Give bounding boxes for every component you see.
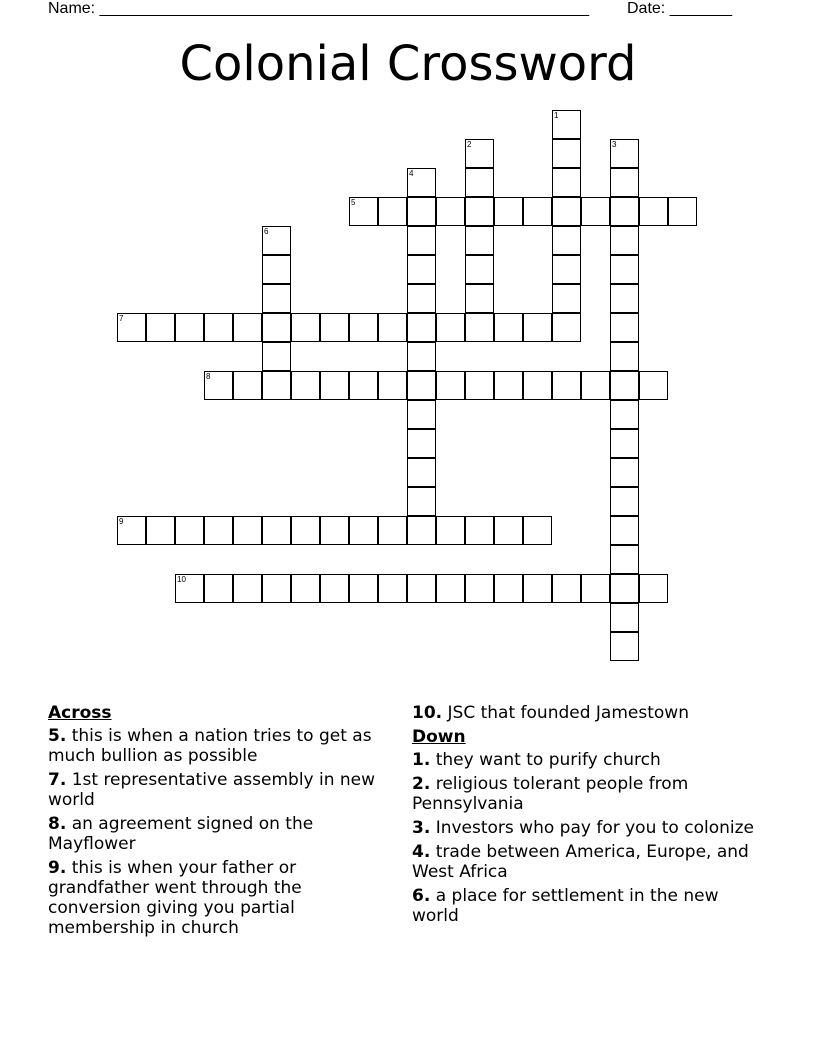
clue-across-9 (48, 858, 388, 938)
crossword-cell[interactable] (552, 284, 581, 313)
crossword-cell[interactable] (407, 516, 436, 545)
crossword-cell[interactable] (349, 371, 378, 400)
crossword-cell[interactable] (610, 400, 639, 429)
clue-number: 1. (412, 750, 431, 770)
crossword-cell[interactable] (581, 197, 610, 226)
clue-across-8 (48, 814, 388, 854)
crossword-cell[interactable] (610, 168, 639, 197)
clue-down-6 (412, 886, 762, 926)
crossword-cell[interactable] (494, 574, 523, 603)
clue-number-label: 7 (119, 314, 124, 323)
crossword-cell[interactable] (465, 284, 494, 313)
clue-across-7 (48, 770, 388, 810)
clue-down-3 (412, 818, 762, 838)
crossword-cell[interactable] (610, 255, 639, 284)
crossword-cell[interactable] (610, 574, 639, 603)
clue-number-label: 10 (177, 575, 186, 584)
crossword-cell[interactable] (378, 574, 407, 603)
clue-number-label: 5 (351, 198, 356, 207)
crossword-cell[interactable] (146, 516, 175, 545)
clue-text: a place for settlement in the new world (412, 886, 719, 926)
crossword-cell[interactable] (581, 574, 610, 603)
crossword-cell[interactable] (610, 342, 639, 371)
clues-left-column (48, 703, 388, 942)
crossword-cell[interactable] (436, 197, 465, 226)
crossword-cell[interactable] (291, 371, 320, 400)
crossword-cell[interactable] (436, 516, 465, 545)
crossword-cell[interactable] (349, 313, 378, 342)
crossword-cell[interactable] (407, 313, 436, 342)
crossword-cell[interactable] (494, 516, 523, 545)
crossword-cell[interactable] (523, 574, 552, 603)
crossword-cell[interactable] (581, 371, 610, 400)
crossword-cell[interactable] (552, 197, 581, 226)
crossword-cell[interactable] (291, 313, 320, 342)
crossword-cell[interactable] (494, 313, 523, 342)
crossword-cell[interactable] (291, 574, 320, 603)
crossword-cell[interactable] (465, 313, 494, 342)
clue-number-label: 6 (264, 227, 269, 236)
clue-number-label: 8 (206, 372, 211, 381)
crossword-cell[interactable] (465, 516, 494, 545)
clue-text: this is when your father or grandfather went through the conversion giving you partial membership in church (48, 858, 302, 938)
crossword-cell[interactable] (175, 574, 204, 603)
crossword-cell[interactable] (610, 284, 639, 313)
crossword-cell[interactable] (494, 197, 523, 226)
crossword-cell[interactable] (552, 574, 581, 603)
clue-number-label: 3 (612, 140, 617, 149)
crossword-cell[interactable] (436, 371, 465, 400)
crossword-cell[interactable] (552, 313, 581, 342)
crossword-cell[interactable] (233, 371, 262, 400)
crossword-cell[interactable] (320, 371, 349, 400)
crossword-cell[interactable] (146, 313, 175, 342)
crossword-cell[interactable] (262, 313, 291, 342)
crossword-cell[interactable] (552, 139, 581, 168)
crossword-cell[interactable] (436, 574, 465, 603)
crossword-cell[interactable] (668, 197, 697, 226)
crossword-cell[interactable] (407, 197, 436, 226)
clue-down-4 (412, 842, 762, 882)
crossword-cell[interactable] (407, 371, 436, 400)
crossword-cell[interactable] (262, 516, 291, 545)
clue-number-label: 2 (467, 140, 472, 149)
clue-number: 8. (48, 814, 67, 834)
crossword-cell[interactable] (465, 168, 494, 197)
crossword-cell[interactable] (494, 371, 523, 400)
crossword-cell[interactable] (407, 226, 436, 255)
page-title: Colonial Crossword (179, 36, 637, 92)
clue-number-label: 1 (554, 111, 559, 120)
clue-number: 2. (412, 774, 431, 794)
crossword-cell[interactable] (523, 371, 552, 400)
across-heading: Across (48, 703, 112, 723)
clue-text: religious tolerant people from Pennsylvania (412, 774, 689, 814)
crossword-cell[interactable] (407, 255, 436, 284)
crossword-cell[interactable] (552, 110, 581, 139)
crossword-cell[interactable] (465, 226, 494, 255)
crossword-cell[interactable] (262, 371, 291, 400)
clue-text: trade between America, Europe, and West Africa (412, 842, 749, 882)
crossword-cell[interactable] (610, 516, 639, 545)
crossword-cell[interactable] (523, 197, 552, 226)
clue-across-5 (48, 726, 388, 766)
clue-number: 4. (412, 842, 431, 862)
crossword-cell[interactable] (465, 371, 494, 400)
clue-number: 9. (48, 858, 67, 878)
crossword-cell[interactable] (204, 574, 233, 603)
crossword-cell[interactable] (465, 255, 494, 284)
crossword-cell[interactable] (378, 313, 407, 342)
clue-across-10 (412, 703, 762, 723)
crossword-cell[interactable] (552, 226, 581, 255)
clue-text: an agreement signed on the Mayflower (48, 814, 314, 854)
clue-number: 3. (412, 818, 431, 838)
clue-number: 10. (412, 703, 443, 723)
crossword-cell[interactable] (523, 516, 552, 545)
crossword-cell[interactable] (610, 632, 639, 661)
clue-text: they want to purify church (435, 750, 661, 770)
crossword-cell[interactable] (407, 168, 436, 197)
crossword-cell[interactable] (407, 487, 436, 516)
crossword-cell[interactable] (436, 313, 465, 342)
crossword-cell[interactable] (610, 197, 639, 226)
clue-number-label: 4 (409, 169, 414, 178)
clue-number: 6. (412, 886, 431, 906)
crossword-cell[interactable] (349, 197, 378, 226)
clue-number: 7. (48, 770, 67, 790)
crossword-cell[interactable] (262, 574, 291, 603)
crossword-cell[interactable] (639, 197, 668, 226)
crossword-cell[interactable] (378, 371, 407, 400)
crossword-cell[interactable] (465, 574, 494, 603)
crossword-cell[interactable] (262, 255, 291, 284)
date-field-label: Date: _______ (627, 0, 732, 17)
crossword-cell[interactable] (320, 516, 349, 545)
crossword-cell[interactable] (610, 429, 639, 458)
clue-text: 1st representative assembly in new world (48, 770, 376, 810)
crossword-cell[interactable] (465, 197, 494, 226)
clue-down-1 (412, 750, 762, 770)
crossword-cell[interactable] (610, 139, 639, 168)
clue-number: 5. (48, 726, 67, 746)
crossword-cell[interactable] (552, 371, 581, 400)
crossword-cell[interactable] (378, 197, 407, 226)
crossword-cell[interactable] (291, 516, 320, 545)
crossword-cell[interactable] (610, 545, 639, 574)
crossword-cell[interactable] (320, 313, 349, 342)
crossword-cell[interactable] (610, 226, 639, 255)
clues-right-column (412, 703, 762, 930)
crossword-cell[interactable] (262, 284, 291, 313)
crossword-cell[interactable] (204, 313, 233, 342)
crossword-cell[interactable] (407, 342, 436, 371)
crossword-cell[interactable] (175, 313, 204, 342)
down-heading: Down (412, 727, 466, 747)
crossword-cell[interactable] (639, 574, 668, 603)
crossword-cell[interactable] (610, 313, 639, 342)
crossword-cell[interactable] (610, 487, 639, 516)
crossword-cell[interactable] (262, 342, 291, 371)
crossword-cell[interactable] (349, 574, 378, 603)
clue-text: JSC that founded Jamestown (447, 703, 689, 723)
crossword-cell[interactable] (378, 516, 407, 545)
crossword-cell[interactable] (233, 313, 262, 342)
crossword-cell[interactable] (552, 255, 581, 284)
crossword-cell[interactable] (407, 284, 436, 313)
crossword-cell[interactable] (407, 458, 436, 487)
crossword-cell[interactable] (610, 371, 639, 400)
crossword-cell[interactable] (175, 516, 204, 545)
crossword-cell[interactable] (262, 226, 291, 255)
crossword-cell[interactable] (320, 574, 349, 603)
crossword-cell[interactable] (204, 516, 233, 545)
crossword-cell[interactable] (407, 574, 436, 603)
clue-down-2 (412, 774, 762, 814)
crossword-cell[interactable] (117, 313, 146, 342)
crossword-cell[interactable] (407, 429, 436, 458)
clue-text: Investors who pay for you to colonize (435, 818, 754, 838)
crossword-cell[interactable] (233, 516, 262, 545)
crossword-cell[interactable] (523, 313, 552, 342)
crossword-cell[interactable] (552, 168, 581, 197)
crossword-cell[interactable] (639, 371, 668, 400)
clue-number-label: 9 (119, 517, 124, 526)
crossword-cell[interactable] (349, 516, 378, 545)
crossword-cell[interactable] (233, 574, 262, 603)
crossword-cell[interactable] (610, 458, 639, 487)
crossword-cell[interactable] (610, 603, 639, 632)
name-field-label: Name: _______________________________________________________ (48, 0, 589, 17)
crossword-cell[interactable] (407, 400, 436, 429)
crossword-cell[interactable] (117, 516, 146, 545)
crossword-cell[interactable] (465, 139, 494, 168)
crossword-cell[interactable] (204, 371, 233, 400)
clue-text: this is when a nation tries to get as much bullion as possible (48, 726, 372, 766)
